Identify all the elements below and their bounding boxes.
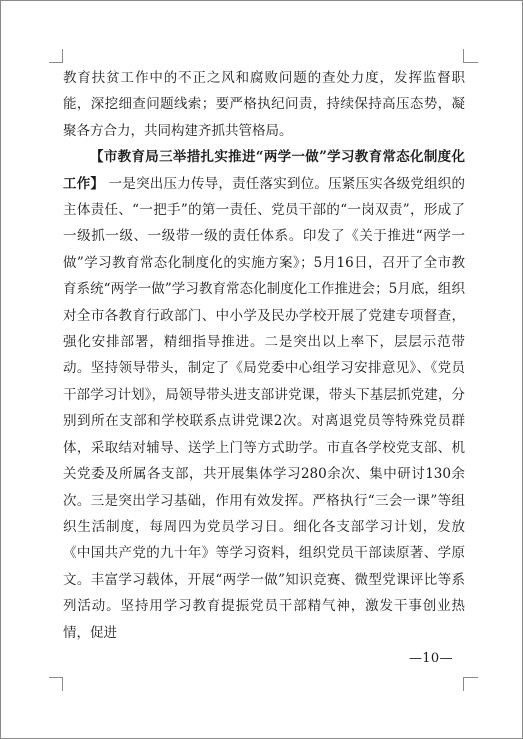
crop-mark-bottom-left-v (62, 677, 63, 691)
crop-mark-bottom-right-h (464, 677, 478, 678)
crop-mark-top-left-v (62, 49, 63, 63)
paragraph-continued: 教育扶贫工作中的不正之风和腐败问题的查处力度，发挥监督职能，深挖细查问题线索；要严格执纪问责，持续保持高压态势，凝聚各方合力，共同构建齐抓共管格局。 (63, 70, 465, 139)
crop-mark-top-left-h (49, 62, 63, 63)
crop-mark-top-right-h (464, 62, 478, 63)
document-body (63, 65, 465, 646)
paragraph-body: 一是突出压力传导，责任落实到位。压紧压实各级党组织的主体责任、“一把手”的第一责任、党员干部的“一岗双责”，形成了一级抓一级、一级带一级的责任体系。印发了《关于推进“两学一做”学习教育常态化制度化的实施方案》；5月16日，召开了全市教育系统“两学一做”学习教育常态化制度化工作推进会；5月底，组织对全市各教育行政部门、中小学及民办学校开展了党建专项督查，强化安排部署，精细指导推进。二是突出以上率下，层层示范带动。坚持领导带头，制定了《局党委中心组学习安排意见》、《党员干部学习计划》，局领导带头进支部讲党课，带头下基层抓党建，分别到所在支部和学校联系点讲党课2次。对离退党员等特殊党员群体，采取结对辅导、送学上门等方式助学。市直各学校党支部、机关党委及所属各支部，共开展集体学习280余次、集中研讨130余次。三是突出学习基础，作用有效发挥。严格执行“三会一课”等组织生活制度，每周四为党员学习日。细化各支部学习计划，发放《中国共产党的九十年》等学习资料，组织党员干部读原著、学原文。丰富学习载体，开展“两学一做”知识竞赛、微型党课评比等系列活动。坚持用学习教育提振党员干部精气神，激发干事创业热情，促进 (63, 175, 466, 641)
paragraph-heading: 【市教育局三举措扎实推进“两学一做”学习教育常态化制度化工作】 (63, 149, 465, 192)
crop-mark-bottom-right-v (463, 677, 464, 691)
crop-mark-bottom-left-h (49, 677, 63, 678)
crop-mark-top-right-v (463, 49, 464, 63)
page-number: —10— (409, 651, 453, 666)
paragraph-education-bureau (63, 144, 465, 646)
